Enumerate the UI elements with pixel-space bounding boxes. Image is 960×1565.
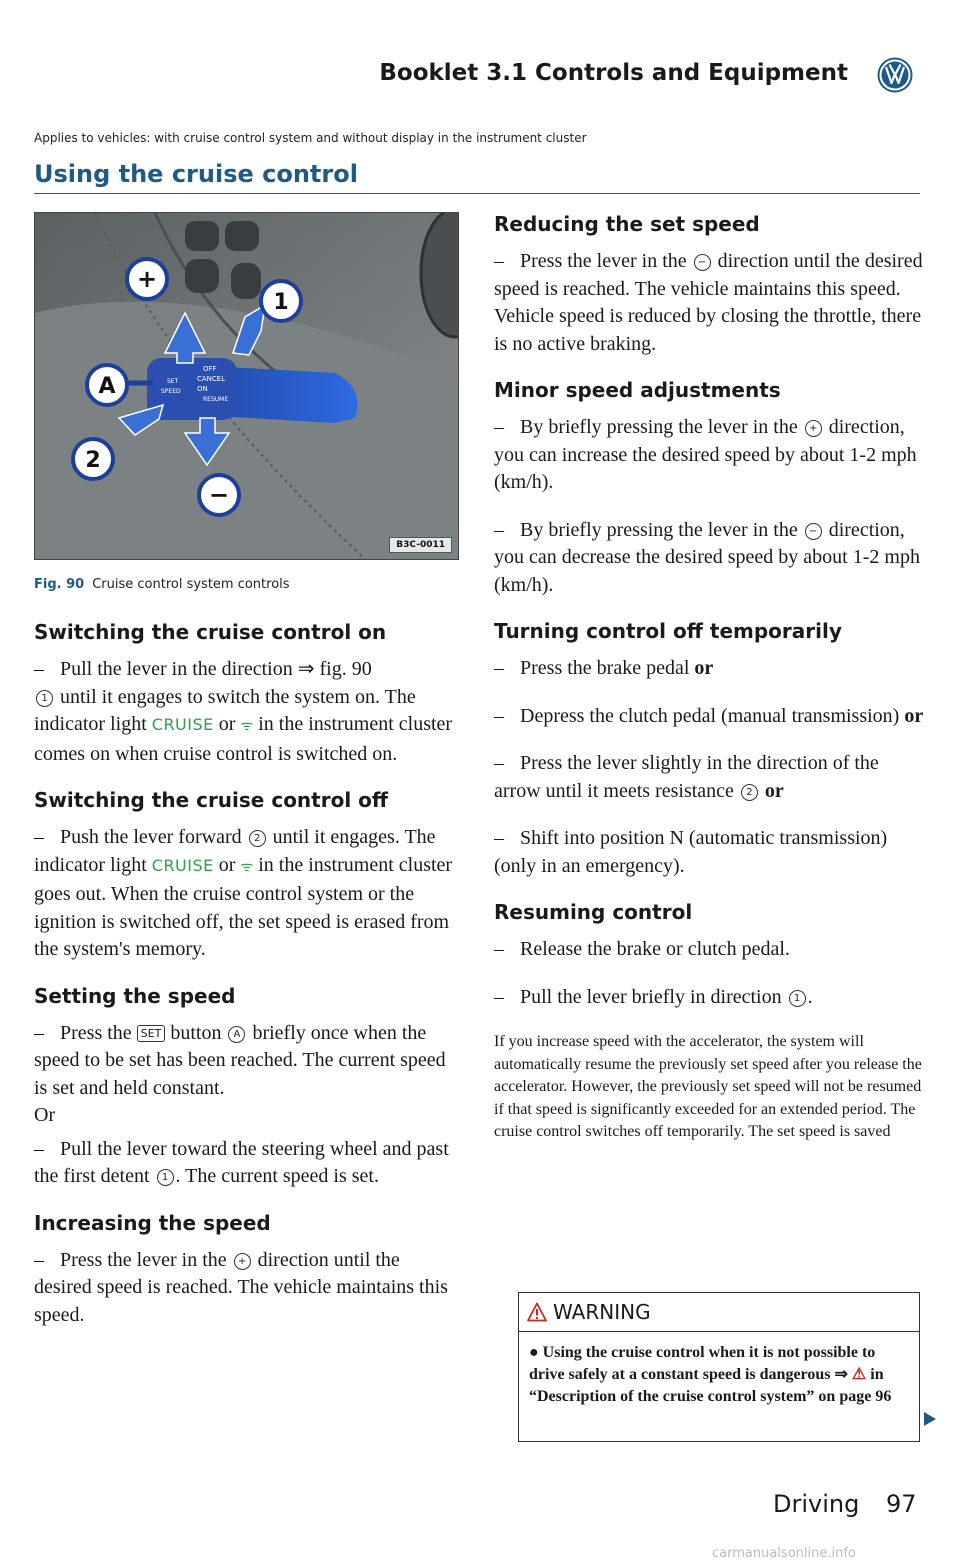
- heading-off-temporarily: Turning control off temporarily: [494, 619, 842, 643]
- figure-number: Fig. 90: [34, 577, 85, 592]
- warning-title: WARNING: [553, 1300, 651, 1324]
- plus-icon: +: [234, 1253, 251, 1270]
- figure-caption: [34, 577, 290, 592]
- callout-1-icon: 1: [789, 990, 806, 1007]
- figure-code: B3C-0011: [389, 537, 452, 553]
- page-header: [0, 56, 960, 96]
- section-set-speed: [34, 984, 454, 1191]
- cruise-indicator-icon: ᯤ: [240, 858, 254, 875]
- applies-to-note: Applies to vehicles: with cruise control system and without display in the instrument cluster: [34, 131, 587, 145]
- section-switch-off: [34, 788, 454, 964]
- step-release-pedal: – Release the brake or clutch pedal.: [494, 938, 790, 960]
- callout-a-icon: A: [228, 1026, 245, 1043]
- booklet-title: Booklet 3.1 Controls and Equipment: [379, 60, 848, 86]
- right-column: [494, 212, 924, 1152]
- lever-cancel-label: CANCEL: [197, 375, 226, 383]
- step-minor-increase: – By briefly pressing the lever in the + direction, you can increase the desired speed by about 1-2 mph (km/h).: [494, 416, 917, 493]
- step-reduce-speed: – Press the lever in the − direction until the desired speed is reached. The vehicle maintains this speed. Vehicle speed is reduced by closing the throttle, there is no active braking.: [494, 250, 923, 355]
- lever-set-label: SET: [167, 378, 179, 385]
- set-key-icon: SET: [137, 1025, 166, 1042]
- svg-text:A: A: [98, 374, 116, 399]
- step-brake: – Press the brake pedal or: [494, 657, 714, 679]
- svg-text:−: −: [208, 481, 230, 509]
- lever-on-label: ON: [197, 385, 208, 393]
- cruise-control-illustration: [35, 213, 458, 559]
- section-divider: [34, 193, 920, 194]
- step-set-speed-2: – Pull the lever toward the steering wheel and past the first detent 1 . The current speed is set.: [34, 1137, 449, 1187]
- step-lever-resistance: – Press the lever slightly in the direction of the arrow until it meets resistance 2 or: [494, 752, 879, 802]
- callout-two: [73, 439, 113, 479]
- warning-ref-icon: ⚠: [851, 1366, 867, 1383]
- callout-2-icon: 2: [249, 830, 266, 847]
- lever-resume-label: RESUME: [203, 396, 229, 403]
- callout-minus: [199, 475, 239, 515]
- minus-icon: −: [694, 254, 711, 271]
- heading-increase-speed: Increasing the speed: [34, 1210, 271, 1235]
- left-column: [34, 620, 454, 1349]
- step-set-speed-1: – Press the SET button A briefly once when the speed to be set has been reached. The current speed is set and held constant. Or: [34, 1021, 446, 1126]
- callout-plus: [127, 259, 167, 299]
- cruise-indicator-icon: ᯤ: [240, 718, 254, 734]
- callout-1-icon: 1: [36, 690, 53, 707]
- heading-set-speed: Setting the speed: [34, 983, 236, 1008]
- section-minor-adjust: [494, 378, 924, 599]
- link-fig-90[interactable]: Pull the lever in the direction ⇒ fig. 90: [60, 658, 372, 680]
- figure-caption-text: Cruise control system controls: [92, 577, 290, 592]
- step-switch-on: – Pull the lever in the direction ⇒ fig. 90 1 until it engages to switch the system on. The indicator light CRUISE or ᯤ in the instrument cluster comes on when cruise control is switched on.: [34, 658, 453, 765]
- section-resume: [494, 900, 924, 1144]
- callout-a: [87, 365, 127, 405]
- figure-cruise-controls: [34, 212, 459, 560]
- section-title: Using the cruise control: [34, 160, 358, 188]
- step-increase-speed: – Press the lever in the + direction until the desired speed is reached. The vehicle maintains this speed.: [34, 1248, 448, 1326]
- warning-header: [519, 1293, 919, 1332]
- minus-icon: −: [805, 523, 822, 540]
- heading-resume: Resuming control: [494, 900, 693, 924]
- warning-body: ● Using the cruise control when it is not possible to drive safely at a constant speed is dangerous ⇒ ⚠ in “Description of the cruise control system” on page 96: [529, 1344, 892, 1405]
- section-increase-speed: [34, 1211, 454, 1330]
- plus-icon: +: [805, 420, 822, 437]
- indicator-cruise: CRUISE: [151, 715, 214, 734]
- callout-2-icon: 2: [741, 784, 758, 801]
- indicator-cruise: CRUISE: [151, 855, 214, 875]
- section-switch-on: [34, 620, 454, 768]
- continue-arrow-icon: [922, 1411, 938, 1427]
- lever-off-label: OFF: [203, 365, 217, 373]
- warning-box: [518, 1292, 920, 1442]
- page-number: 97: [886, 1490, 917, 1518]
- step-switch-off: – Push the lever forward 2 until it engages. The indicator light CRUISE or ᯤ in the instrument cluster goes out. When the cruise control system or the ignition is switched off, the set speed is erased from the system's memory.: [34, 826, 453, 960]
- callout-1-icon: 1: [157, 1169, 174, 1186]
- resume-note: If you increase speed with the accelerator, the system will automatically resume the previously set speed after you release the accelerator. However, the previously set speed will not be resumed if that speed is significantly exceeded for an extended period. The cruise control switches off temporarily. The set speed is saved: [494, 1033, 922, 1141]
- svg-text:1: 1: [273, 290, 289, 315]
- step-clutch: – Depress the clutch pedal (manual transmission) or: [494, 704, 924, 727]
- step-pull-lever: – Pull the lever briefly in direction 1 .: [494, 985, 813, 1008]
- watermark: carmanualsonline.info: [712, 1546, 856, 1561]
- vw-logo-icon: [876, 56, 914, 94]
- heading-reduce-speed: Reducing the set speed: [494, 212, 760, 236]
- svg-text:+: +: [136, 265, 158, 293]
- step-minor-decrease: – By briefly pressing the lever in the − direction, you can decrease the desired speed by about 1-2 mph (km/h).: [494, 518, 920, 596]
- section-reduce-speed: [494, 212, 924, 358]
- step-shift-neutral: – Shift into position N (automatic transmission) (only in an emergency).: [494, 827, 888, 877]
- svg-text:2: 2: [85, 448, 101, 473]
- warning-triangle-icon: [527, 1302, 547, 1322]
- heading-minor-adjust: Minor speed adjustments: [494, 378, 781, 402]
- or-label: Or: [34, 1104, 56, 1126]
- callout-one: [261, 281, 301, 321]
- warning-page-link[interactable]: in “Description of the cruise control system” on page 96: [529, 1366, 892, 1405]
- lever-speed-label: SPEED: [161, 388, 181, 395]
- heading-switch-off: Switching the cruise control off: [34, 788, 389, 812]
- heading-switch-on: Switching the cruise control on: [34, 620, 387, 644]
- footer-section: Driving: [773, 1490, 860, 1518]
- section-off-temporarily: [494, 619, 924, 880]
